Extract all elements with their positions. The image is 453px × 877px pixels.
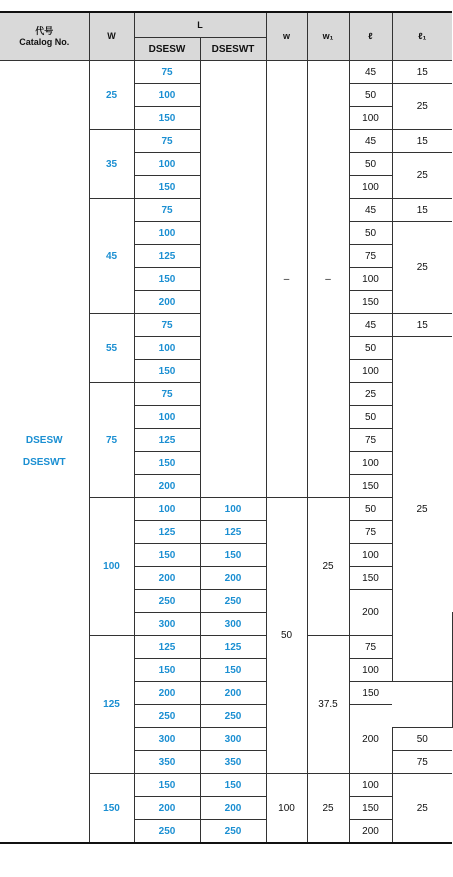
l-cell: 150 [349, 682, 392, 705]
l-dsesw-cell: 200 [134, 567, 200, 590]
w-cell: 25 [89, 61, 134, 130]
l-dsesw-cell: 100 [134, 153, 200, 176]
l-dsesw-cell: 350 [134, 751, 200, 774]
w-cell: 55 [89, 314, 134, 383]
l-dsesw-cell: 250 [134, 590, 200, 613]
w-header: W [89, 12, 134, 61]
w-cell: 150 [89, 774, 134, 844]
l-dsesw-cell: 75 [134, 199, 200, 222]
l-dseswt-cell: 200 [200, 682, 266, 705]
l-cell: 100 [349, 544, 392, 567]
l1-cell: 25 [392, 774, 452, 844]
l1-cell: 50 [392, 728, 452, 751]
l1-cell: 15 [392, 314, 452, 337]
l-dsesw-cell: 250 [134, 820, 200, 844]
l-dsesw-cell: 300 [134, 728, 200, 751]
l1-cell: 25 [392, 84, 452, 130]
catalog-dseswt: DSESWT [22, 456, 66, 468]
w1-sym-cell: 25 [307, 774, 349, 844]
l-cell: 50 [349, 222, 392, 245]
l-dsesw-cell: 75 [134, 383, 200, 406]
l-dsesw-cell: 100 [134, 498, 200, 521]
l-cell: 75 [349, 429, 392, 452]
l-dsesw-cell: 125 [134, 636, 200, 659]
l-dsesw-cell: 200 [134, 291, 200, 314]
l-dseswt-cell: 350 [200, 751, 266, 774]
l-dsesw-cell: 75 [134, 314, 200, 337]
l-dsesw-cell: 150 [134, 659, 200, 682]
l-dsesw-cell: 250 [134, 705, 200, 728]
l1-cell: 15 [392, 130, 452, 153]
l-dseswt-cell: 300 [200, 728, 266, 751]
l-dsesw-cell: 300 [134, 613, 200, 636]
l-cell: 50 [349, 84, 392, 107]
l-dsesw-cell: 150 [134, 176, 200, 199]
l-dseswt-cell: 100 [200, 498, 266, 521]
l-cell: 75 [349, 245, 392, 268]
l-cell: 200 [349, 705, 392, 774]
l-dsesw-cell: 125 [134, 245, 200, 268]
l-cell: 200 [349, 820, 392, 844]
l1-cell: 75 [392, 751, 452, 774]
l-cell: 150 [349, 291, 392, 314]
catalog-header-en: Catalog No. [19, 36, 70, 47]
l-dseswt-cell: 200 [200, 797, 266, 820]
w-sym-cell: – [266, 61, 307, 498]
l-dsesw-cell: 150 [134, 107, 200, 130]
l-sym-header: ℓ [349, 12, 392, 61]
l-dsesw-cell: 75 [134, 61, 200, 84]
l-dseswt-header: DSESWT [200, 38, 266, 61]
catalog-header [0, 12, 89, 61]
l-cell: 45 [349, 61, 392, 84]
catalog-cell [0, 61, 89, 844]
l1-cell: 25 [392, 337, 452, 682]
spec-table [0, 11, 452, 844]
catalog-dsesw: DSESW [25, 434, 63, 446]
l-dsesw-cell: 125 [134, 429, 200, 452]
l-dseswt-cell: 250 [200, 590, 266, 613]
l-dsesw-cell: 200 [134, 682, 200, 705]
l1-cell: 25 [392, 222, 452, 314]
l-dseswt-cell: 250 [200, 820, 266, 844]
l-cell: 100 [349, 107, 392, 130]
l-cell: 100 [349, 176, 392, 199]
l-cell: 45 [349, 314, 392, 337]
w-sym-cell: 100 [266, 774, 307, 844]
l-dseswt-cell: 300 [200, 613, 266, 636]
l-cell: 45 [349, 130, 392, 153]
l-dsesw-header: DSESW [134, 38, 200, 61]
w1-sym-header: w₁ [307, 12, 349, 61]
w-sym-cell: 50 [266, 498, 307, 774]
l-dsesw-cell: 125 [134, 521, 200, 544]
l-dsesw-cell: 200 [134, 797, 200, 820]
l-dsesw-cell: 150 [134, 360, 200, 383]
l-cell: 150 [349, 475, 392, 498]
catalog-header-cn: 代号 [35, 25, 54, 36]
l-dsesw-cell: 100 [134, 337, 200, 360]
l-cell: 50 [349, 406, 392, 429]
l1-cell: 25 [392, 153, 452, 199]
l-cell: 100 [349, 452, 392, 475]
l-dsesw-cell: 150 [134, 452, 200, 475]
l-dsesw-cell: 100 [134, 222, 200, 245]
l-dseswt-cell: 150 [200, 659, 266, 682]
l-dseswt-empty-cell [200, 61, 266, 498]
l-header: L [134, 12, 266, 38]
w1-sym-cell: – [307, 61, 349, 498]
l1-cell: 15 [392, 61, 452, 84]
w-cell: 125 [89, 636, 134, 774]
l1-sym-header: ℓ₁ [392, 12, 452, 61]
l-cell: 50 [349, 498, 392, 521]
l-cell: 100 [349, 659, 392, 682]
l-cell: 75 [349, 521, 392, 544]
w-sym-header: w [266, 12, 307, 61]
l-cell: 150 [349, 797, 392, 820]
w-cell: 45 [89, 199, 134, 314]
l-dsesw-cell: 100 [134, 406, 200, 429]
l-cell: 100 [349, 268, 392, 291]
l-dsesw-cell: 200 [134, 475, 200, 498]
w-cell: 75 [89, 383, 134, 498]
w1-sym-cell: 37.5 [307, 636, 349, 774]
l-cell: 200 [349, 590, 392, 636]
w-cell: 35 [89, 130, 134, 199]
l-dseswt-cell: 125 [200, 521, 266, 544]
l-cell: 45 [349, 199, 392, 222]
l-dsesw-cell: 150 [134, 544, 200, 567]
l-dsesw-cell: 150 [134, 268, 200, 291]
l1-cell: 15 [392, 199, 452, 222]
l-cell: 150 [349, 567, 392, 590]
l-dsesw-cell: 100 [134, 84, 200, 107]
l-dseswt-cell: 250 [200, 705, 266, 728]
w-cell: 100 [89, 498, 134, 636]
l-dsesw-cell: 150 [134, 774, 200, 797]
l-cell: 50 [349, 337, 392, 360]
l-cell: 100 [349, 360, 392, 383]
l-cell: 75 [349, 636, 392, 659]
l-dseswt-cell: 125 [200, 636, 266, 659]
l-dsesw-cell: 75 [134, 130, 200, 153]
l-cell: 100 [349, 774, 392, 797]
w1-sym-cell: 25 [307, 498, 349, 636]
l-dseswt-cell: 200 [200, 567, 266, 590]
l-cell: 25 [349, 383, 392, 406]
table-row [0, 61, 452, 84]
l-dseswt-cell: 150 [200, 774, 266, 797]
l-dseswt-cell: 150 [200, 544, 266, 567]
l-cell: 50 [349, 153, 392, 176]
